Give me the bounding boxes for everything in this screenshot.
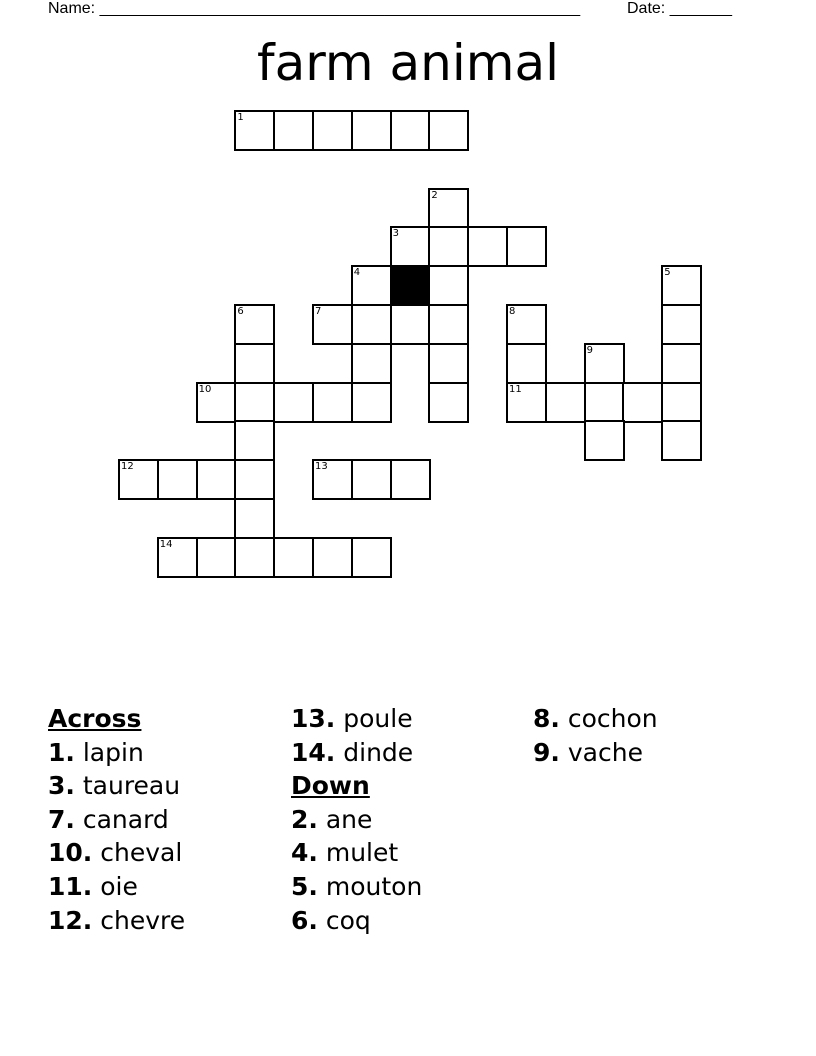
grid-cell[interactable] (584, 343, 625, 384)
grid-cell[interactable] (351, 343, 392, 384)
cell-number: 2 (431, 189, 438, 201)
grid-cell[interactable] (428, 226, 469, 267)
clue-text: lapin (82, 737, 144, 767)
clue-item (291, 870, 422, 904)
grid-cell[interactable] (661, 420, 702, 461)
clue-number: 4. (291, 838, 318, 868)
grid-cell[interactable] (351, 110, 392, 151)
cell-number: 11 (509, 383, 522, 395)
cell-number: 14 (159, 538, 173, 550)
clue-number: 8. (533, 704, 560, 733)
clue-text: vache (567, 737, 643, 767)
cell-number: 3 (392, 228, 399, 240)
cell-number: 4 (353, 267, 361, 279)
grid-cell[interactable] (234, 382, 275, 423)
grid-cell[interactable] (428, 110, 469, 151)
clue-number: 5. (291, 871, 318, 901)
clue-item (291, 736, 422, 770)
clue-number: 12. (48, 905, 93, 935)
clue-item (48, 904, 185, 938)
clue-text: oie (100, 871, 138, 901)
grid-cell[interactable] (312, 382, 353, 423)
grid-cell-blocked (390, 265, 431, 306)
clue-text: canard (82, 804, 169, 834)
clue-column-1 (48, 702, 185, 937)
clue-item (48, 769, 185, 803)
grid-cell[interactable] (196, 459, 237, 500)
clue-number: 6. (291, 905, 318, 935)
grid-cell[interactable] (196, 537, 237, 578)
down-heading: Down (291, 771, 370, 801)
clue-item (48, 803, 185, 837)
grid-cell[interactable] (234, 304, 275, 345)
grid-cell[interactable] (390, 226, 431, 267)
grid-cell[interactable] (428, 343, 469, 384)
grid-cell[interactable] (661, 265, 702, 306)
clue-item (48, 836, 185, 870)
clue-text: poule (343, 704, 413, 733)
grid-cell[interactable] (234, 459, 275, 500)
grid-cell[interactable] (428, 265, 469, 306)
clue-item (48, 736, 185, 770)
grid-cell[interactable] (390, 110, 431, 151)
clue-column-3 (533, 702, 658, 769)
grid-cell[interactable] (234, 110, 275, 151)
cell-number: 9 (586, 344, 593, 356)
across-heading: Across (48, 704, 142, 733)
clue-number: 2. (291, 804, 318, 834)
clue-text: chevre (100, 905, 186, 935)
name-field: Name: ______________________________________________________ (48, 0, 581, 17)
clue-text: cheval (100, 838, 183, 868)
clue-item (48, 870, 185, 904)
cell-number: 6 (237, 306, 244, 317)
grid-cell[interactable] (661, 382, 702, 423)
grid-cell[interactable] (273, 382, 314, 423)
cell-number: 7 (315, 306, 322, 317)
puzzle-title: farm animal (257, 34, 559, 92)
clue-item (291, 836, 422, 870)
clue-number: 7. (48, 804, 75, 834)
grid-cell[interactable] (351, 459, 392, 500)
grid-cell[interactable] (157, 459, 198, 500)
grid-cell[interactable] (118, 459, 159, 500)
grid-cell[interactable] (234, 498, 275, 539)
grid-cell[interactable] (351, 265, 392, 306)
clue-number: 14. (291, 737, 336, 767)
grid-cell[interactable] (312, 304, 353, 345)
clue-number: 3. (48, 771, 75, 801)
grid-cell[interactable] (390, 459, 431, 500)
grid-cell[interactable] (622, 382, 663, 423)
clue-item (533, 702, 658, 736)
cell-number: 8 (509, 306, 516, 317)
clue-text: mouton (325, 871, 423, 901)
cell-number: 1 (237, 112, 244, 123)
grid-cell[interactable] (273, 537, 314, 578)
clue-column-2 (291, 702, 422, 937)
grid-cell[interactable] (312, 537, 353, 578)
grid-cell[interactable] (351, 304, 392, 345)
cell-number: 10 (198, 383, 212, 395)
clue-number: 13. (291, 704, 336, 733)
grid-cell[interactable] (428, 304, 469, 345)
grid-cell[interactable] (234, 420, 275, 461)
grid-cell[interactable] (273, 110, 314, 151)
grid-cell[interactable] (351, 537, 392, 578)
grid-cell[interactable] (312, 110, 353, 151)
grid-cell[interactable] (312, 459, 353, 500)
clue-text: cochon (567, 704, 658, 733)
clue-number: 1. (48, 737, 75, 767)
clue-item (291, 702, 422, 736)
grid-cell[interactable] (234, 537, 275, 578)
grid-cell[interactable] (428, 382, 469, 423)
cell-number: 12 (121, 461, 134, 473)
clue-number: 9. (533, 737, 560, 767)
clue-number: 10. (48, 838, 93, 868)
grid-cell[interactable] (506, 382, 547, 423)
clue-item (291, 904, 422, 938)
cell-number: 13 (315, 461, 328, 473)
grid-cell[interactable] (584, 382, 625, 423)
grid-cell[interactable] (661, 343, 702, 384)
grid-cell[interactable] (157, 537, 198, 578)
clue-text: dinde (343, 737, 414, 767)
clue-text: mulet (325, 838, 399, 868)
grid-cell[interactable] (506, 343, 547, 384)
grid-cell[interactable] (545, 382, 586, 423)
clue-item (533, 736, 658, 770)
grid-cell[interactable] (234, 343, 275, 384)
grid-cell[interactable] (428, 188, 469, 229)
date-field: Date: _______ (627, 0, 732, 17)
grid-cell[interactable] (584, 420, 625, 461)
grid-cell[interactable] (506, 304, 547, 345)
grid-cell[interactable] (467, 226, 508, 267)
grid-cell[interactable] (351, 382, 392, 423)
grid-cell[interactable] (661, 304, 702, 345)
clue-text: ane (325, 804, 373, 834)
grid-cell[interactable] (506, 226, 547, 267)
clue-text: coq (325, 905, 371, 935)
cell-number: 5 (664, 267, 671, 279)
clue-number: 11. (48, 871, 93, 901)
grid-cell[interactable] (196, 382, 237, 423)
clue-text: taureau (82, 771, 181, 801)
clue-item (291, 803, 422, 837)
grid-cell[interactable] (390, 304, 431, 345)
